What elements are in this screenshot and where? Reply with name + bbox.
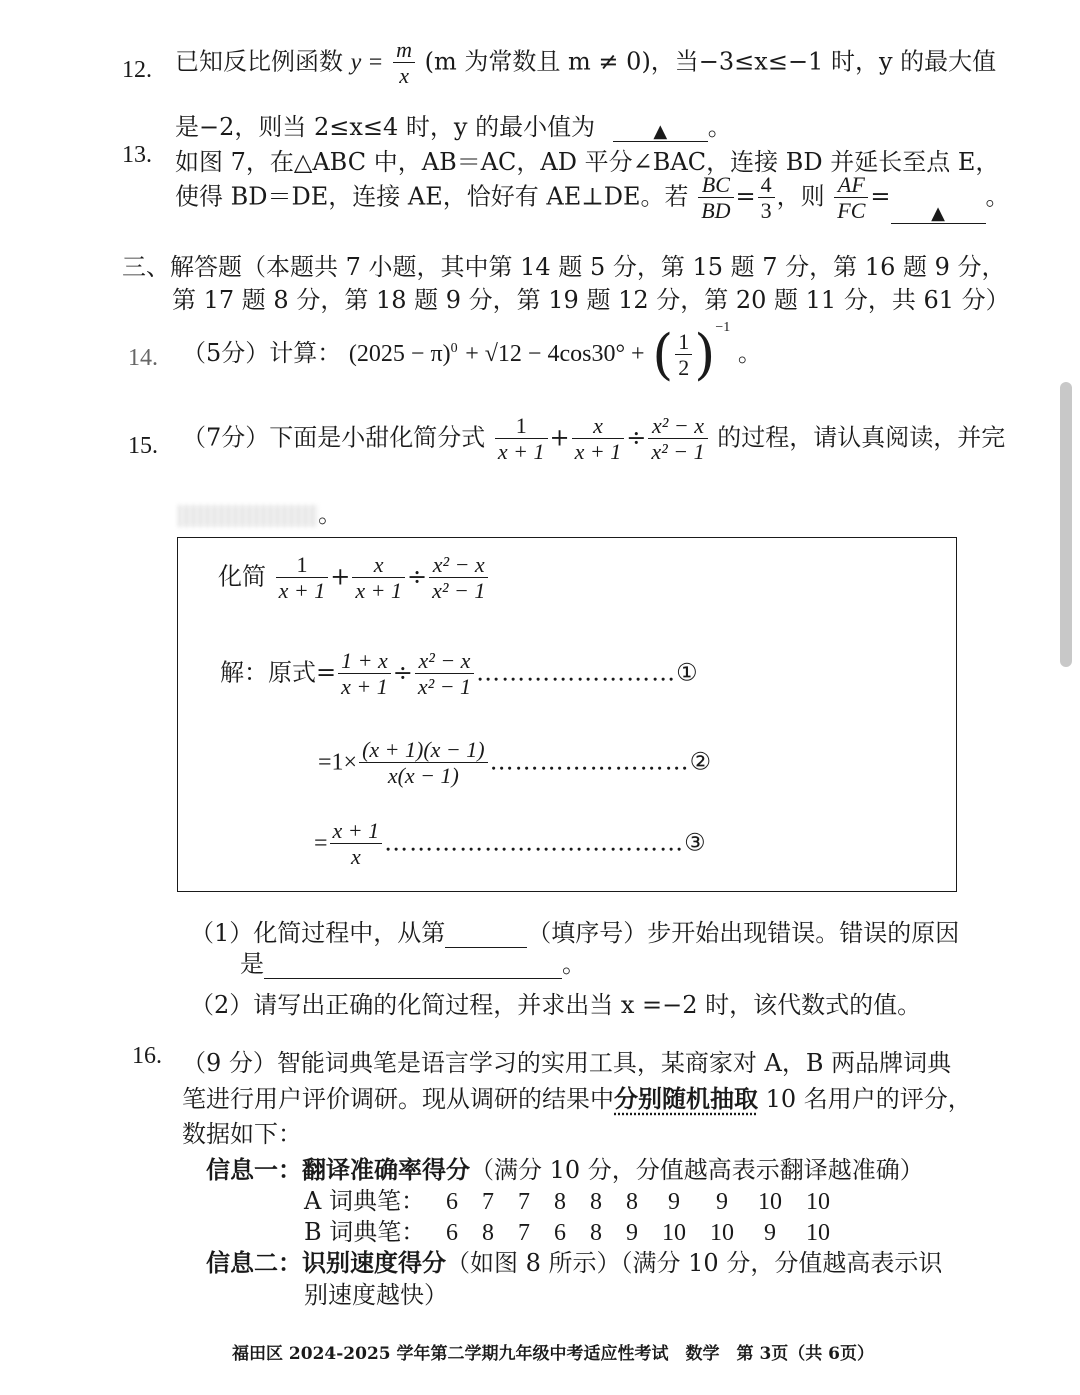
info2-label: 信息二： (206, 1248, 302, 1277)
step2-den: x(x − 1) (387, 763, 459, 789)
b-score: 6 (446, 1220, 458, 1246)
q15-b-den: x + 1 (574, 439, 622, 465)
step2-frac (359, 737, 488, 789)
q16-line3: 数据如下： (182, 1120, 302, 1148)
q15-div: ÷ (626, 423, 647, 452)
q15-c-den: x² − 1 (651, 439, 705, 465)
b-score: 10 (806, 1220, 830, 1246)
b-scores-row (304, 1212, 842, 1247)
q16-line1: （9 分）智能词典笔是语言学习的实用工具，某商家对 A，B 两品牌词典 (182, 1049, 952, 1077)
q15-sub1-reason-blank[interactable] (264, 952, 562, 979)
q14-number: 14. (128, 345, 158, 371)
q13-f3-den: FC (837, 198, 866, 224)
step1-line (220, 648, 698, 700)
q16-line2-b: 10 名用户的评分， (758, 1085, 972, 1113)
b-score: 7 (518, 1220, 530, 1246)
q12-text-line2: 是−2，则当 2≤x≤4 时，y 的最小值为 (175, 113, 596, 141)
q14-fraction-half (675, 329, 692, 381)
a-scores (434, 1187, 842, 1215)
q16-number: 16. (132, 1043, 162, 1069)
step3-mark: ③ (684, 828, 706, 857)
q12-answer-mark: ▲ (653, 121, 668, 142)
a-scores-row (304, 1181, 842, 1216)
box-frac-c (429, 552, 488, 604)
q14-line (182, 320, 762, 386)
q13-fraction-af-fc (834, 172, 868, 224)
q14-f-den: 2 (678, 355, 690, 380)
q15-tail: 的过程，请认真阅读，并完 (717, 423, 1006, 452)
q13-f1-num: BC (698, 172, 733, 198)
q12-line1 (175, 37, 996, 89)
step2-dots: …………………… (489, 747, 690, 776)
q15-sub1-line2 (240, 944, 586, 979)
q15-sub1-line1 (190, 913, 959, 948)
q14-exp-neg1: −1 (715, 320, 731, 335)
q15-number: 15. (128, 433, 158, 459)
q15-plus: + (549, 423, 570, 452)
info1-line (206, 1150, 924, 1185)
b-score: 8 (590, 1220, 602, 1246)
box-plus: + (330, 562, 351, 591)
step3-num: x + 1 (330, 818, 383, 844)
a-score: 7 (482, 1189, 494, 1215)
step1-a-num: 1 + x (338, 648, 391, 674)
box-frac-a (276, 552, 329, 604)
a-label: A 词典笔： (304, 1187, 425, 1215)
box-div: ÷ (407, 562, 428, 591)
info2-bold: 识别速度得分 (302, 1248, 446, 1277)
q15-frac-b (572, 413, 625, 465)
q14-paren-left: ( (652, 323, 674, 386)
blurred-text (178, 505, 318, 527)
q13-line2 (175, 172, 1010, 224)
a-score: 10 (758, 1189, 782, 1215)
step3-dots: ……………………………… (384, 828, 685, 857)
q15-frac-a (495, 413, 548, 465)
b-label: B 词典笔： (304, 1218, 426, 1246)
q12-func-lhs: y = (350, 49, 384, 76)
step1-label: 解：原式= (220, 658, 337, 687)
box-c-den: x² − 1 (432, 578, 486, 604)
box-b-den: x + 1 (355, 578, 402, 604)
q12-end: 。 (707, 113, 732, 141)
q12-line2 (175, 107, 732, 142)
step2-num: (x + 1)(x − 1) (359, 737, 488, 763)
info2-rest: （如图 8 所示）（满分 10 分，分值越高表示识 (446, 1249, 943, 1277)
step3-frac (330, 818, 383, 870)
q12-frac-den: x (399, 63, 409, 89)
section3-heading-line2: 第 17 题 8 分，第 18 题 9 分，第 19 题 12 分，第 20 题 11 分，共 61 分） (172, 286, 1010, 314)
q15-sub1-b: （填序号）步开始出现错误。错误的原因 (527, 919, 960, 947)
q15-sub1-end: 。 (562, 950, 586, 978)
q15-line2-end: 。 (318, 500, 342, 528)
q14-expr-a: (2025 − π) (348, 341, 451, 367)
section3-heading-line1: 三、解答题（本题共 7 小题，其中第 14 题 5 分，第 15 题 7 分，第 16 题 9 分， (122, 253, 1006, 281)
step1-frac-c (415, 648, 474, 700)
step1-div: ÷ (392, 658, 413, 687)
q15-line1 (182, 413, 1005, 465)
q14-exp0: 0 (450, 341, 458, 356)
step1-c-den: x² − 1 (417, 674, 472, 700)
box-title-line (218, 552, 490, 604)
step2-pre: =1× (318, 749, 358, 776)
box-c-num: x² − x (429, 552, 488, 578)
info2-line2: 别速度越快） (304, 1281, 448, 1309)
a-score: 9 (668, 1189, 680, 1215)
q13-number: 13. (122, 142, 152, 168)
step2-line (318, 737, 711, 789)
info1-bold: 翻译准确率得分 (302, 1155, 470, 1184)
step3-den: x (350, 844, 361, 870)
q13-fraction-bc-bd (698, 172, 733, 224)
q15-label: （7分）下面是小甜化简分式 (182, 423, 486, 452)
b-score: 9 (764, 1220, 776, 1246)
q12-number: 12. (122, 57, 152, 83)
q13-eq: = (735, 182, 756, 211)
step1-a-den: x + 1 (341, 674, 388, 700)
step3-pre: = (314, 830, 328, 857)
b-score: 10 (662, 1220, 686, 1246)
info1-rest: （满分 10 分，分值越高表示翻译越准确） (470, 1156, 924, 1184)
q15-a-num: 1 (495, 413, 548, 439)
box-a-den: x + 1 (278, 578, 326, 604)
q15-b-num: x (572, 413, 625, 439)
q13-f2-num: 4 (758, 172, 775, 198)
q15-sub1-a: （1）化简过程中，从第 (190, 919, 446, 947)
q13-fraction-4-3 (758, 172, 775, 224)
q16-line2-a: 笔进行用户评价调研。现从调研的结果中 (182, 1085, 614, 1113)
box-b-num: x (352, 552, 405, 578)
scrollbar-thumb[interactable] (1060, 382, 1072, 667)
step1-mark: ① (676, 658, 698, 687)
b-score: 9 (626, 1220, 638, 1246)
q14-end: 。 (737, 339, 762, 367)
q12-fraction (393, 37, 415, 89)
step1-dots: …………………… (476, 658, 677, 687)
b-score: 6 (554, 1220, 566, 1246)
q13-f1-den: BD (701, 198, 731, 224)
q13-f3-num: AF (834, 172, 868, 198)
box-frac-b (352, 552, 405, 604)
q12-text-b: (m 为常数且 m ≠ 0)，当−3≤x≤−1 时，y 的最大值 (424, 47, 997, 76)
info2-line (206, 1243, 942, 1278)
q14-label: （5分）计算： (182, 339, 342, 367)
a-score: 6 (446, 1189, 458, 1215)
q15-line2 (178, 494, 342, 529)
q13-answer-mark: ▲ (931, 202, 945, 224)
box-title: 化简 (218, 562, 266, 591)
q13-f2-den: 3 (760, 198, 772, 224)
q13-text-a: 使得 BD＝DE，连接 AE，恰好有 AE⊥DE。若 (175, 182, 689, 211)
step1-c-num: x² − x (415, 648, 474, 674)
q13-end: 。 (985, 182, 1010, 211)
q15-sub2: （2）请写出正确的化简过程，并求出当 x =−2 时，该代数式的值。 (190, 991, 922, 1019)
b-score: 10 (710, 1220, 734, 1246)
q16-line2 (182, 1079, 972, 1114)
q13-eq2: = (870, 182, 891, 211)
q14-paren-right: ) (694, 323, 716, 386)
a-score: 7 (518, 1189, 530, 1215)
q13-line1: 如图 7，在△ABC 中，AB＝AC，AD 平分∠BAC，连接 BD 并延长至点 E， (175, 148, 1000, 176)
q12-text-a: 已知反比例函数 (175, 47, 343, 76)
b-scores (434, 1218, 842, 1246)
q15-frac-c (648, 413, 707, 465)
q16-emphasis: 分别随机抽取 (614, 1084, 758, 1113)
q13-text-b: ，则 (776, 182, 825, 211)
a-score: 8 (590, 1189, 602, 1215)
box-a-num: 1 (276, 552, 329, 578)
info1-label: 信息一： (206, 1155, 302, 1184)
step1-frac-a (338, 648, 391, 700)
b-score: 8 (482, 1220, 494, 1246)
page-footer: 福田区 2024-2025 学年第二学期九年级中考适应性考试 数学 第 3页（共 6页） (232, 1344, 875, 1364)
q12-frac-num: m (393, 37, 415, 63)
q12-answer-blank[interactable] (613, 115, 708, 142)
a-score: 8 (554, 1189, 566, 1215)
a-score: 10 (806, 1189, 830, 1215)
step3-line (314, 818, 706, 870)
a-score: 9 (716, 1189, 728, 1215)
step2-mark: ② (689, 747, 712, 776)
q15-a-den: x + 1 (497, 439, 545, 465)
a-score: 8 (626, 1189, 638, 1215)
q14-f-num: 1 (675, 329, 692, 355)
q15-c-num: x² − x (648, 413, 707, 439)
q14-expr-b: + √12 − 4cos30° + (465, 341, 645, 367)
q13-answer-blank[interactable] (891, 197, 986, 224)
q15-sub1-c: 是 (240, 950, 264, 978)
